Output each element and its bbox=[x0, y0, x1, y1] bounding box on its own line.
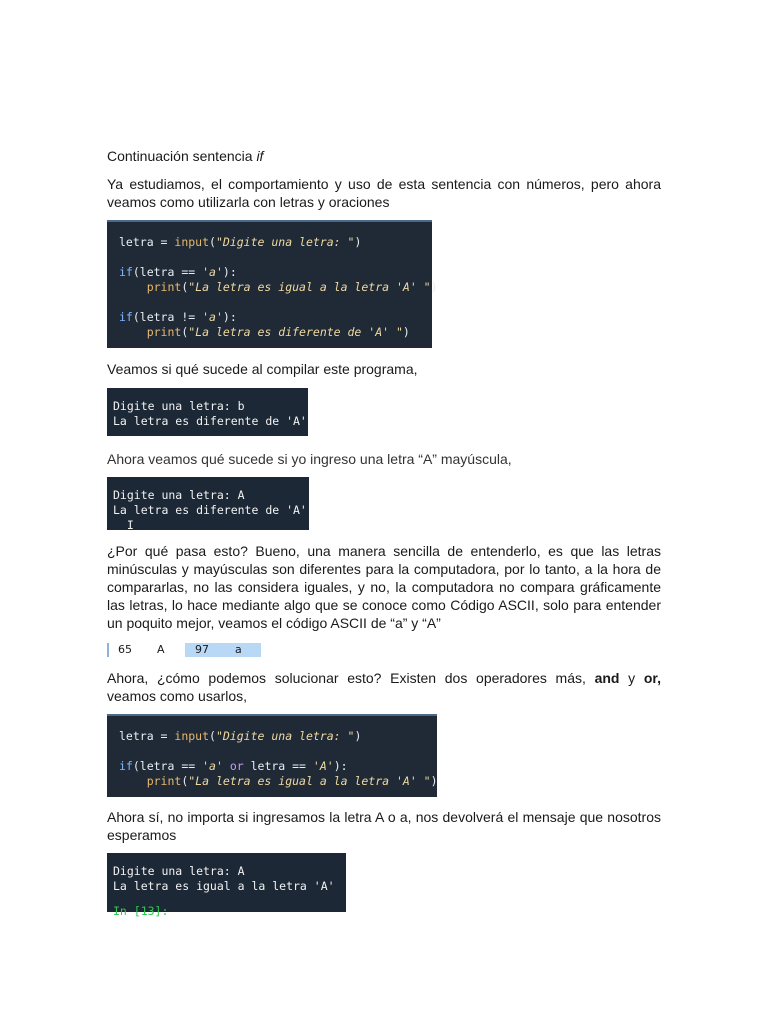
code-line: print("La letra es igual a la letra 'A' ") bbox=[146, 774, 438, 788]
ascii-char-upper: A bbox=[157, 643, 165, 656]
console-output-2 bbox=[107, 477, 309, 530]
code-line: letra = input("Digite una letra: ") bbox=[119, 729, 362, 743]
title-italic: if bbox=[256, 148, 264, 164]
paragraph-compile: Veamos si qué sucede al compilar este programa, bbox=[107, 361, 418, 377]
text-cursor-icon: I bbox=[113, 518, 134, 532]
console-output-1 bbox=[107, 388, 308, 436]
paragraph-explanation: ¿Por qué pasa esto? Bueno, una manera sencilla de entenderlo, es que las letras minúsculas y mayúsculas son diferentes para la computadora, por lo tanto, a la hora de compararlas, no las considera iguales, y no, la computadora no compara gráficamente las letras, lo hace mediante algo que se conoce como Código ASCII, solo para entender un poquito mejor, veamos el código ASCII de “a” y “A” bbox=[107, 543, 661, 631]
ascii-code-upper: 65 bbox=[118, 643, 132, 656]
code-line: if(letra == 'a' or letra == 'A'): bbox=[119, 759, 348, 773]
paragraph-result: Ahora sí, no importa si ingresamos la letra A o a, nos devolverá el mensaje que nosotros esperamos bbox=[107, 809, 661, 843]
console-output-3 bbox=[107, 853, 346, 918]
keyword-or: or, bbox=[643, 670, 661, 686]
console-line: Digite una letra: b bbox=[113, 399, 245, 413]
console-line: La letra es diferente de 'A' bbox=[113, 503, 307, 517]
console-line: Digite una letra: A bbox=[113, 864, 245, 878]
ascii-code-lower: 97 bbox=[195, 643, 209, 656]
console-line: La letra es igual a la letra 'A' bbox=[113, 879, 335, 893]
code-line: print("La letra es igual a la letra 'A' ") bbox=[146, 280, 438, 294]
ascii-left-border bbox=[107, 643, 109, 657]
section-title bbox=[107, 147, 661, 165]
ascii-char-lower: a bbox=[235, 643, 242, 656]
console-prompt: In [13]: bbox=[113, 904, 169, 918]
keyword-and: and bbox=[594, 670, 620, 686]
console-line: Digite una letra: A bbox=[113, 488, 245, 502]
code-block-1 bbox=[107, 220, 438, 348]
code-block-2 bbox=[107, 714, 437, 797]
intro-paragraph: Ya estudiamos, el comportamiento y uso de esta sentencia con números, pero ahora veamos como utilizarla con letras y oraciones bbox=[107, 176, 661, 210]
code-line: print("La letra es diferente de 'A' ") bbox=[146, 325, 410, 339]
paragraph-operators: Ahora, ¿cómo podemos solucionar esto? Existen dos operadores más, and y or, veamos como usarlos, bbox=[107, 670, 661, 704]
paragraph-uppercase: Ahora veamos qué sucede si yo ingreso una letra “A” mayúscula, bbox=[107, 451, 512, 467]
console-line: La letra es diferente de 'A' bbox=[113, 414, 307, 428]
title-text: Continuación sentencia bbox=[107, 148, 257, 164]
code-line: if(letra != 'a'): bbox=[119, 310, 237, 324]
code-line: if(letra == 'a'): bbox=[119, 265, 237, 279]
ascii-table bbox=[107, 643, 267, 657]
code-line: letra = input("Digite una letra: ") bbox=[119, 235, 362, 249]
